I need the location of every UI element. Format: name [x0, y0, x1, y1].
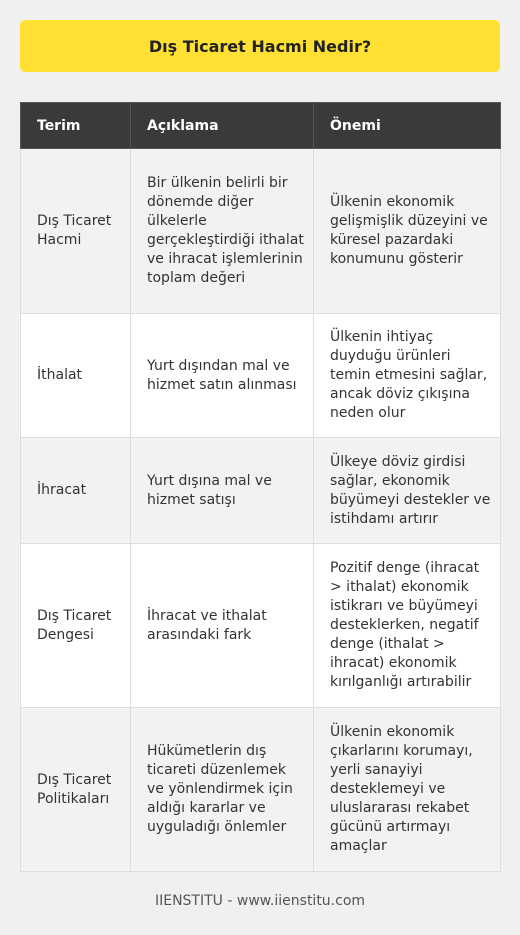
cell-term: Dış Ticaret Politikaları	[21, 708, 131, 872]
cell-importance: Pozitif denge (ihracat > ithalat) ekonomik istikrarı ve büyümeyi desteklerken, negatif denge (ithalat > ihracat) ekonomik kırılganlığı artırabilir	[314, 544, 501, 708]
table-row	[21, 314, 501, 438]
table-row	[21, 708, 501, 872]
cell-importance: Ülkenin ekonomik gelişmişlik düzeyini ve küresel pazardaki konumunu gösterir	[314, 149, 501, 314]
table-row	[21, 149, 501, 314]
table-header-row	[21, 103, 501, 149]
cell-term: İthalat	[21, 314, 131, 438]
header-term: Terim	[21, 103, 131, 149]
header-description: Açıklama	[131, 103, 314, 149]
cell-term: İhracat	[21, 438, 131, 544]
cell-description: Bir ülkenin belirli bir dönemde diğer ülkelerle gerçekleştirdiği ithalat ve ihracat işlemlerinin toplam değeri	[131, 149, 314, 314]
terms-table	[20, 102, 501, 872]
cell-term: Dış Ticaret Hacmi	[21, 149, 131, 314]
cell-importance: Ülkeye döviz girdisi sağlar, ekonomik büyümeyi destekler ve istihdamı artırır	[314, 438, 501, 544]
footer-credit: IIENSTITU - www.iienstitu.com	[154, 893, 366, 909]
cell-description: Hükümetlerin dış ticareti düzenlemek ve yönlendirmek için aldığı kararlar ve uyguladığı önlemler	[131, 708, 314, 872]
page-title: Dış Ticaret Hacmi Nedir?	[20, 20, 500, 72]
cell-description: Yurt dışına mal ve hizmet satışı	[131, 438, 314, 544]
table-row	[21, 438, 501, 544]
cell-description: Yurt dışından mal ve hizmet satın alınması	[131, 314, 314, 438]
cell-importance: Ülkenin ekonomik çıkarlarını korumayı, yerli sanayiyi desteklemeyi ve uluslararası rekabet gücünü artırmayı amaçlar	[314, 708, 501, 872]
table-row	[21, 544, 501, 708]
cell-description: İhracat ve ithalat arasındaki fark	[131, 544, 314, 708]
cell-importance: Ülkenin ihtiyaç duyduğu ürünleri temin etmesini sağlar, ancak döviz çıkışına neden olur	[314, 314, 501, 438]
cell-term: Dış Ticaret Dengesi	[21, 544, 131, 708]
header-importance: Önemi	[314, 103, 501, 149]
